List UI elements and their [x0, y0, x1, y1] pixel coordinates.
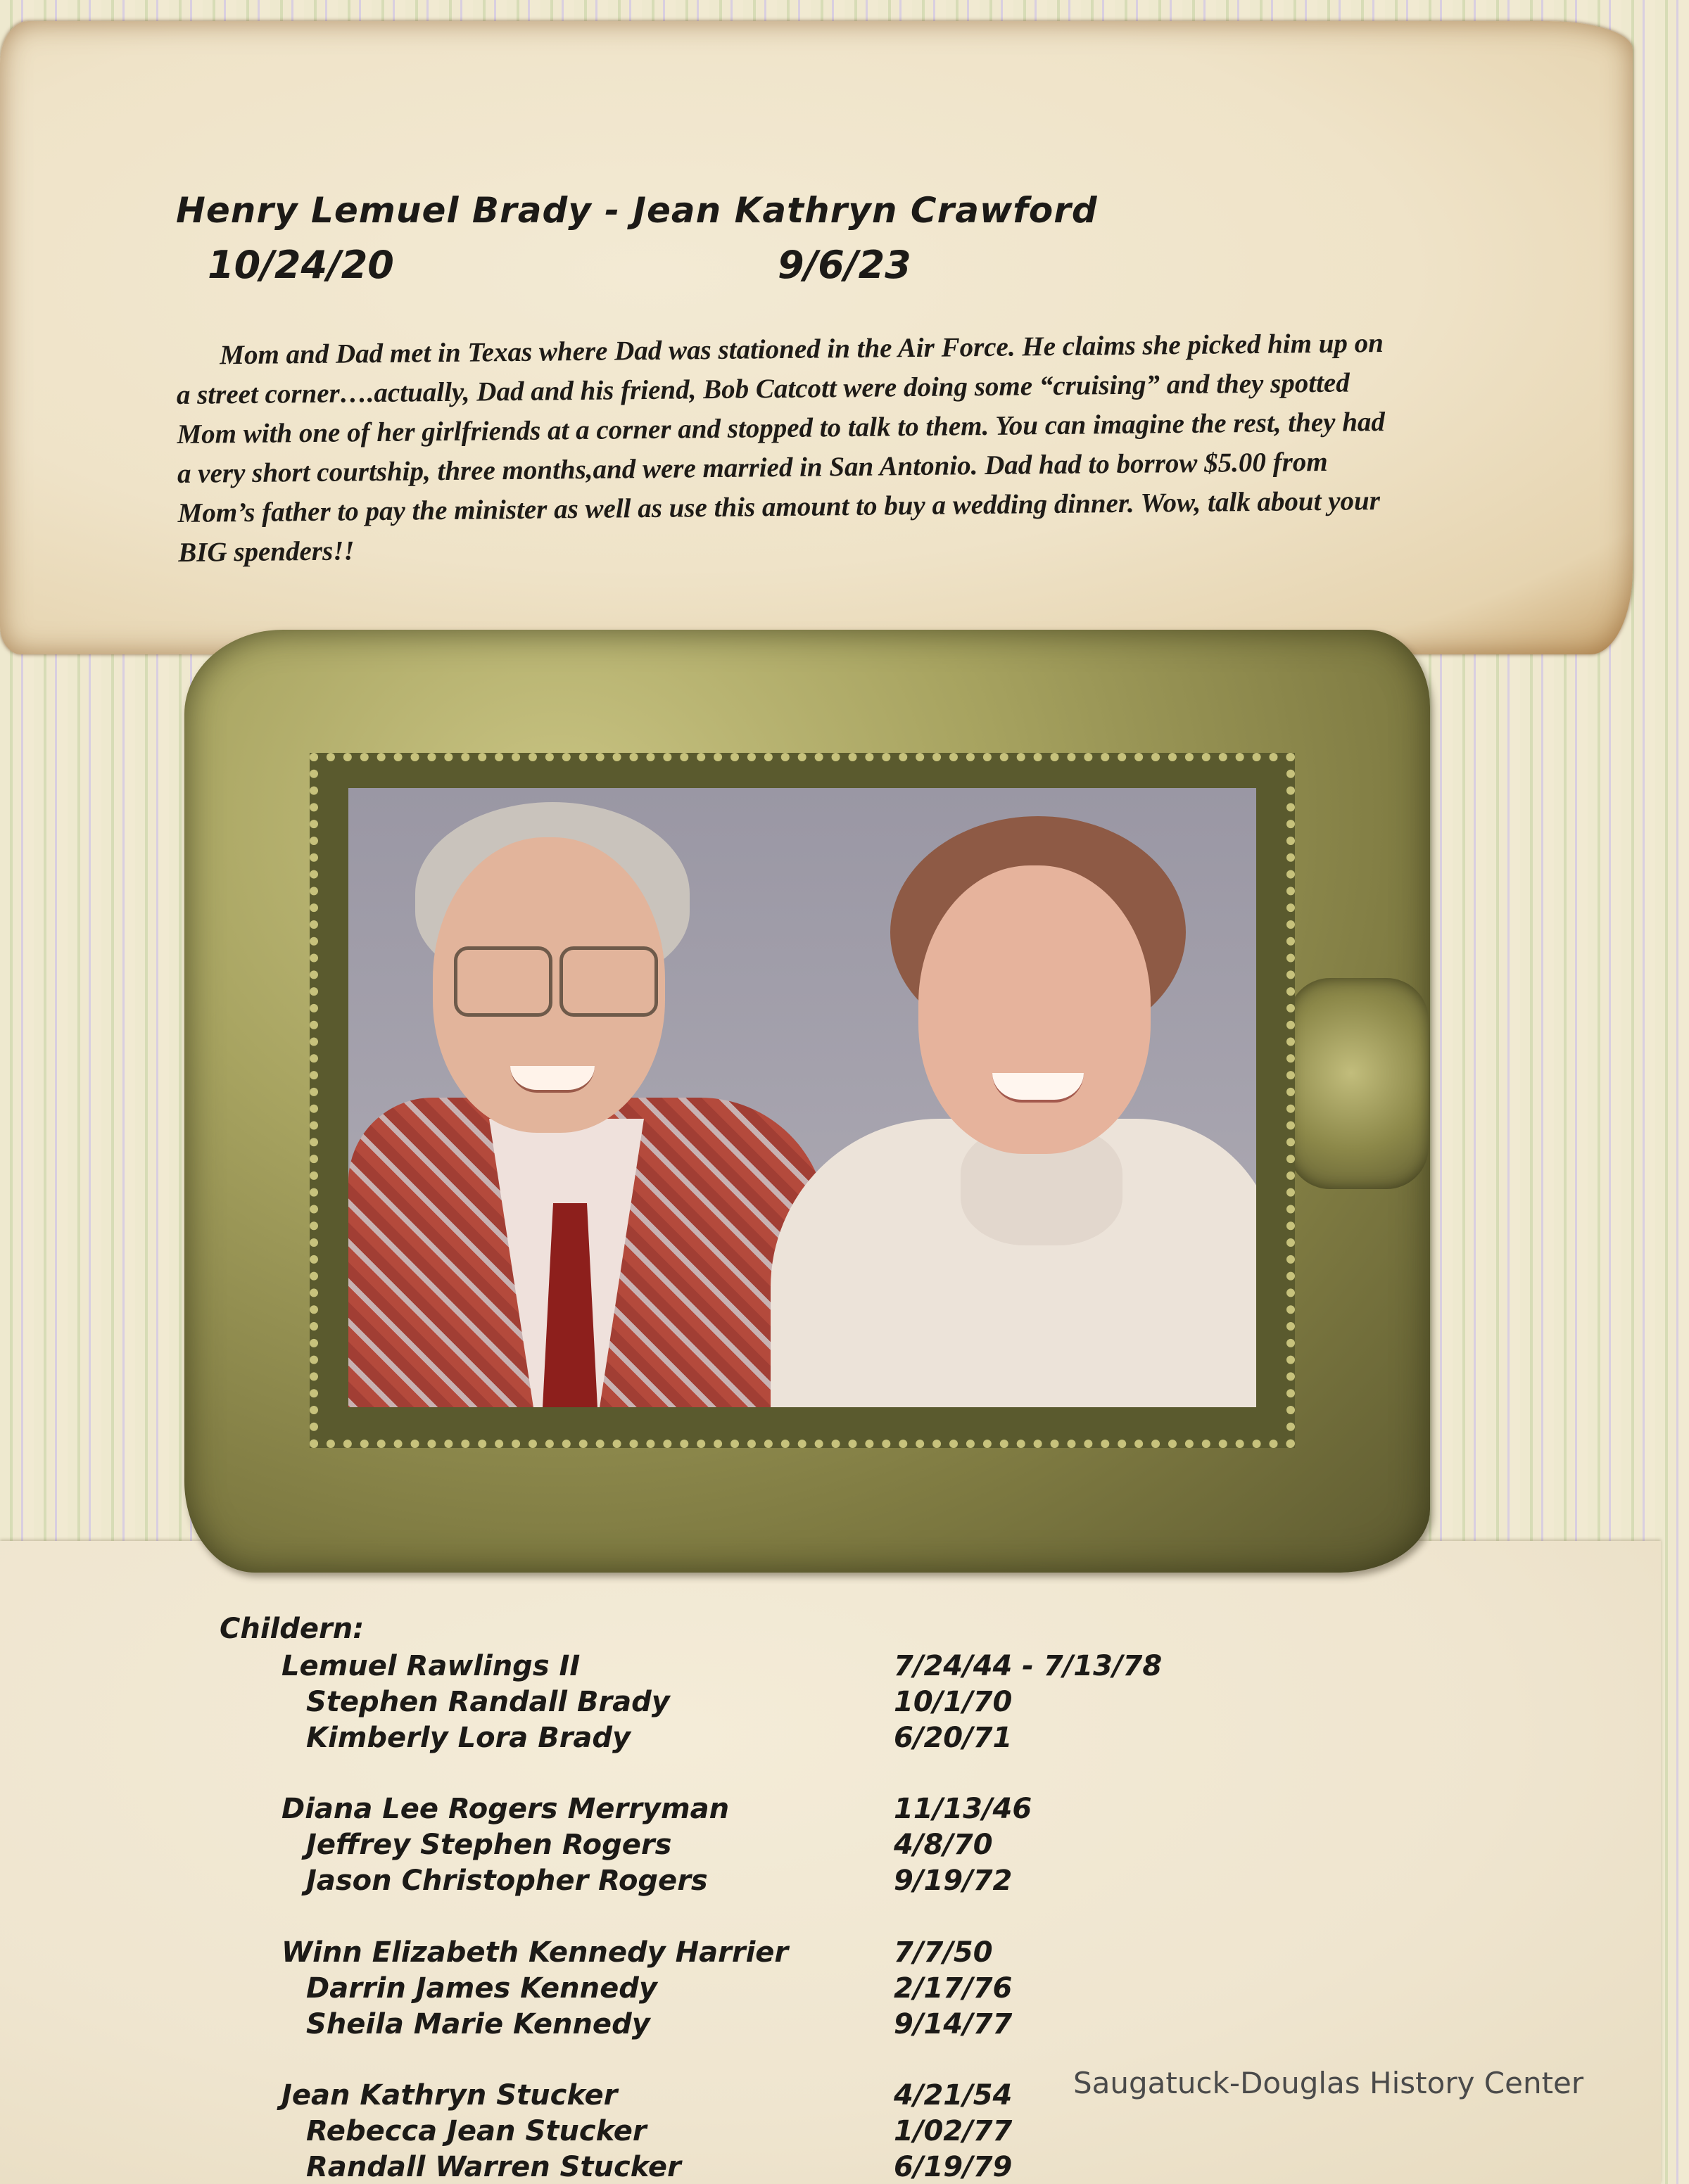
- man-glasses-right-lens: [559, 946, 658, 1017]
- child-date: 6/19/79: [894, 2151, 1013, 2183]
- child-date: 1/02/77: [894, 2115, 1013, 2147]
- child-date: 7/24/44 - 7/13/78: [894, 1650, 1163, 1682]
- child-name: Darrin James Kennedy: [306, 1972, 657, 2005]
- couple-names: Henry Lemuel Brady - Jean Kathryn Crawford: [176, 190, 1098, 231]
- child-date: 6/20/71: [894, 1722, 1013, 1754]
- child-name: Jean Kathryn Stucker: [282, 2079, 618, 2112]
- watermark: Saugatuck-Douglas History Center: [1073, 2066, 1584, 2100]
- child-name: Sheila Marie Kennedy: [306, 2008, 650, 2040]
- children-heading: Childern:: [220, 1613, 365, 1645]
- child-name: Diana Lee Rogers Merryman: [282, 1793, 730, 1825]
- child-date: 9/14/77: [894, 2008, 1013, 2040]
- child-name: Randall Warren Stucker: [306, 2151, 681, 2183]
- child-date: 7/7/50: [894, 1936, 993, 1969]
- child-date: 2/17/76: [894, 1972, 1013, 2005]
- child-name: Stephen Randall Brady: [306, 1686, 670, 1718]
- child-date: 11/13/46: [894, 1793, 1032, 1825]
- child-date: 4/21/54: [894, 2079, 1013, 2112]
- child-name: Jason Christopher Rogers: [306, 1865, 708, 1897]
- story-paragraph: Mom and Dad met in Texas where Dad was stationed in the Air Force. He claims she picked him up on a street corner….actually, Dad and his friend, Bob Catcott were doing some “cruising” and they spotted Mom with one of her girlfriends at a corner and stopped to talk to them. You can imagine the rest, they had a very short courtship, three months,and were married in San Antonio. Dad had to borrow $5.00 from Mom’s father to pay the minister as well as use this amount to buy a wedding dinner. Wow, talk about your BIG spenders!!: [176, 328, 1386, 568]
- child-date: 9/19/72: [894, 1865, 1013, 1897]
- child-name: Jeffrey Stephen Rogers: [306, 1829, 672, 1861]
- child-name: Rebecca Jean Stucker: [306, 2115, 647, 2147]
- wife-birth-date: 9/6/23: [778, 243, 911, 287]
- child-date: 4/8/70: [894, 1829, 993, 1861]
- child-name: Lemuel Rawlings II: [282, 1650, 581, 1682]
- child-date: 10/1/70: [894, 1686, 1013, 1718]
- child-name: Winn Elizabeth Kennedy Harrier: [282, 1936, 789, 1969]
- man-smile: [510, 1066, 595, 1093]
- couple-photo: [348, 788, 1256, 1407]
- frame-bow-ornament: [1288, 978, 1429, 1189]
- husband-birth-date: 10/24/20: [208, 243, 394, 287]
- woman-face: [918, 865, 1151, 1154]
- man-glasses-left-lens: [454, 946, 552, 1017]
- child-name: Kimberly Lora Brady: [306, 1722, 631, 1754]
